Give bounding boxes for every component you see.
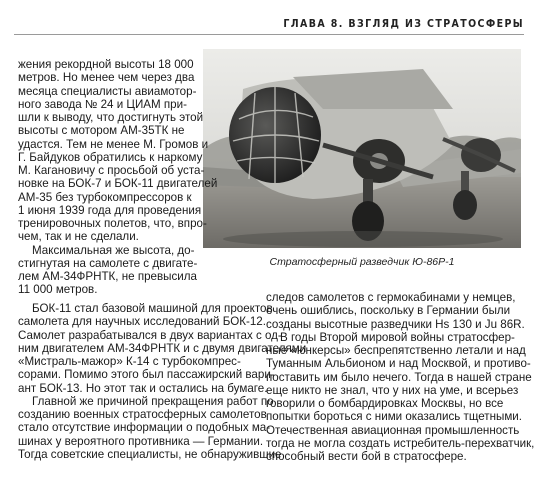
text-line: Максимальная же высота, до-	[32, 243, 195, 257]
text-line: высоты с мотором АМ-35ТК не	[18, 124, 185, 138]
text-line: М. Кагановичу с просьбой об уста-	[18, 164, 205, 177]
text-line: способный вести бой в стратосфере.	[266, 450, 467, 463]
chapter-title: ГЛАВА 8. ВЗГЛЯД ИЗ СТРАТОСФЕРЫ	[283, 18, 524, 30]
left-column-top	[18, 58, 253, 297]
header-rule	[14, 34, 524, 35]
text-line: стигнутая на самолете с двигате-	[18, 256, 198, 270]
text-line: шли к выводу, что достигнуть этой	[18, 111, 204, 124]
text-line: поставить им было нечего. Тогда в нашей стране	[266, 370, 532, 384]
text-line: шинах у вероятного противника — Германии.	[18, 434, 264, 448]
text-line: метров. Но менее чем через два	[18, 71, 195, 85]
text-line: Туманным Альбионом и над Москвой, и противо-	[266, 357, 531, 371]
text-line: еще никто не знал, что у них на уме, и всерьез	[266, 383, 519, 397]
text-line: новке на БОК-7 и БОК-11 двигателей	[18, 177, 218, 191]
text-line: В годы Второй мировой войны стратосфер-	[280, 330, 515, 344]
right-column	[266, 291, 535, 463]
text-line: тренировочных полетов, что, впро-	[18, 217, 207, 230]
figure-caption: Стратосферный разведчик Ю-86Р-1	[269, 256, 455, 268]
text-line: попытки бороться с ними оказались тщетными.	[266, 410, 523, 424]
text-line: самолета для научных исследований БОК-12.	[18, 315, 266, 329]
text-line: АМ-35 без турбокомпрессоров к	[18, 190, 192, 204]
text-line: Главной же причиной прекращения работ по	[32, 394, 274, 408]
text-line: говорили о бомбардировках Москвы, но все	[266, 397, 504, 410]
text-line: созданию военных стратосферных самолетов	[18, 408, 267, 421]
text-line: лем АМ-34ФРНТК, не превысила	[18, 270, 197, 283]
left-column-bottom	[18, 302, 307, 461]
page-header	[0, 0, 538, 40]
text-line: БОК-11 стал базовой машиной для проектов	[32, 302, 273, 315]
text-line: ные «юнкерсы» беспрепятственно летали и над	[266, 344, 526, 357]
text-line: «Мистраль-мажор» К-14 с турбокомпрес-	[18, 355, 241, 368]
text-line: месяца специалисты авиамотор-	[18, 84, 197, 98]
text-line: тогда не могла создать истребитель-перехватчик,	[266, 436, 535, 450]
text-line: 11 000 метров.	[18, 283, 98, 297]
text-line: следов самолетов с гермокабинами у немцев,	[266, 291, 516, 304]
text-line: Г. Байдуков обратились к наркому	[18, 150, 203, 164]
text-line: сорами. Помимо этого был пассажирский вари-	[18, 368, 275, 382]
text-line: чем, так и не сделали.	[18, 230, 139, 244]
text-line: ного завода № 24 и ЦИАМ при-	[18, 97, 187, 111]
text-line: стало отсутствие информации о подобных ма-	[18, 421, 271, 435]
text-line: созданы высотные разведчики Hs 130 и Ju 86R.	[266, 317, 525, 331]
text-line: ант БОК-13. Но этот так и остались на бумаге.	[18, 381, 268, 395]
text-line: 1 июня 1939 года для проведения	[18, 203, 202, 217]
text-line: очень ошиблись, поскольку в Германии были	[266, 304, 511, 318]
text-line: Отечественная авиационная промышленность	[266, 423, 520, 437]
text-line: удастся. Тем не менее М. Громов и	[18, 137, 209, 151]
text-line: ним двигателем АМ-34ФРНТК и с двумя двигателями	[18, 341, 307, 355]
text-line: жения рекордной высоты 18 000	[18, 58, 194, 71]
text-line: Тогда советские специалисты, не обнаружившие	[18, 447, 282, 461]
text-line: Самолет разрабатывался в двух вариантах с од-	[18, 328, 282, 342]
